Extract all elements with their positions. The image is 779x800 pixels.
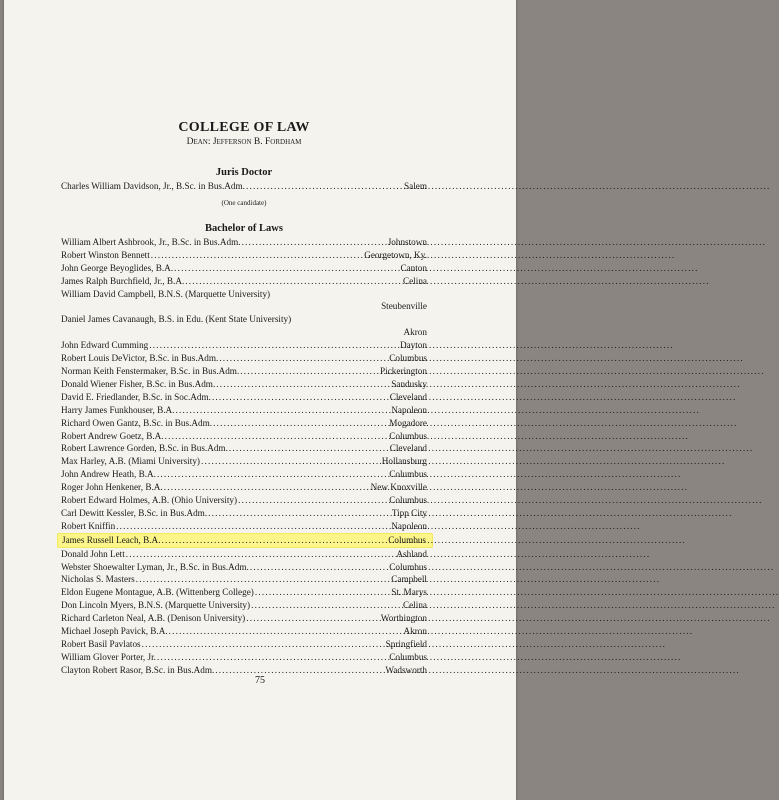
leader-dots <box>201 455 381 468</box>
leader-dots <box>250 561 388 574</box>
list-item <box>61 249 427 262</box>
graduate-name: Robert Basil Pavlatos <box>61 639 141 649</box>
graduate-name: Robert Lawrence Gorden, B.Sc. in Bus.Adm. <box>61 443 228 454</box>
college-title: COLLEGE OF LAW <box>178 120 310 135</box>
graduate-name: Robert Louis DeVictor, B.Sc. in Bus.Adm. <box>61 353 219 364</box>
hometown: Columbus <box>389 353 427 364</box>
graduate-name: Robert Kniffin <box>61 520 116 531</box>
graduate-name: Harry James Funkhouser, B.A. <box>61 404 175 415</box>
graduate-name: Donald John Lett <box>61 548 125 559</box>
page-number: 75 <box>255 675 265 686</box>
graduate-name: David E. Friedlander, B.Sc. in Soc.Adm. <box>61 391 211 402</box>
hometown: Wadsworth <box>385 664 427 675</box>
hometown: Steubenville <box>381 301 427 312</box>
list-item <box>61 638 427 651</box>
bachelor-of-laws-heading: Bachelor of Laws <box>205 222 283 234</box>
graduate-name: Robert Edward Holmes, A.B. (Ohio University) <box>61 495 238 506</box>
leader-dots <box>151 249 363 262</box>
list-item <box>61 430 427 443</box>
leader-dots <box>126 548 396 561</box>
leader-dots <box>216 378 390 391</box>
graduate-name: James Ralph Burchfield, Jr., B.A. <box>61 275 185 286</box>
leader-dots <box>165 430 389 443</box>
hometown: Worthington <box>380 613 427 624</box>
list-item <box>61 625 427 638</box>
list-item <box>61 180 427 193</box>
leader-dots <box>116 520 390 533</box>
hometown: Columbus <box>389 430 427 441</box>
leader-dots <box>219 352 388 365</box>
hometown: Napoleon <box>391 404 427 415</box>
list-item <box>61 612 427 625</box>
hometown: Columbus <box>389 495 427 506</box>
hometown: Canton <box>400 262 427 273</box>
hometown: Hollansburg <box>381 456 427 467</box>
leader-dots <box>149 339 399 352</box>
hometown: Celina <box>403 600 427 611</box>
leader-dots <box>185 275 402 288</box>
list-item <box>61 339 427 352</box>
graduate-name: Richard Carleton Neal, A.B. (Denison University) <box>61 613 246 624</box>
leader-dots <box>246 180 403 193</box>
list-item <box>61 494 427 507</box>
bachelor-of-laws-list <box>61 236 427 677</box>
graduate-name: Donald Wiener Fisher, B.Sc. in Bus.Adm. <box>61 378 216 389</box>
list-item <box>61 561 427 574</box>
hometown: Dayton <box>399 340 427 351</box>
list-item <box>61 262 427 275</box>
hometown: Napoleon <box>391 520 427 531</box>
leader-dots <box>136 573 391 586</box>
leader-dots <box>164 481 370 494</box>
graduate-name: John Edward Cumming <box>61 340 149 351</box>
highlighted-list-item <box>57 533 433 548</box>
leader-dots <box>142 638 385 651</box>
leader-dots <box>255 586 390 599</box>
list-item <box>61 236 427 249</box>
list-item <box>61 507 427 520</box>
graduate-name: Robert Winston Bennett <box>61 249 150 260</box>
hometown: Cleveland <box>389 443 427 454</box>
leader-dots <box>157 468 388 481</box>
hometown: Columbus <box>389 651 427 662</box>
hometown: Akron <box>403 626 427 637</box>
leader-dots <box>246 612 380 625</box>
hometown: Columbus <box>388 534 426 545</box>
list-item <box>61 313 427 339</box>
graduate-name: William Albert Ashbrook, Jr., B.Sc. in Bus.Adm. <box>61 236 241 247</box>
hometown: Ashland <box>396 548 427 559</box>
leader-dots <box>251 599 402 612</box>
leader-dots <box>242 236 387 249</box>
graduate-name: Nicholas S. Masters <box>61 574 135 585</box>
candidate-note: (One candidate) <box>221 198 267 207</box>
list-item <box>61 455 427 468</box>
hometown: Sandusky <box>391 378 427 389</box>
list-item <box>61 365 427 378</box>
leader-dots <box>212 391 389 404</box>
juris-doctor-list <box>61 180 427 193</box>
hometown: Cleveland <box>389 391 427 402</box>
hometown: Mogadore <box>389 417 427 428</box>
hometown: Pickerington <box>380 365 427 376</box>
hometown: Columbus <box>389 561 427 572</box>
list-item <box>61 352 427 365</box>
leader-dots <box>229 442 389 455</box>
hometown: Akron <box>403 327 427 338</box>
graduate-name: Roger John Henkener, B.A. <box>61 482 163 493</box>
list-item <box>61 275 427 288</box>
leader-dots <box>162 534 388 547</box>
graduate-name: Max Harley, A.B. (Miami University) <box>61 456 200 467</box>
list-item <box>61 391 427 404</box>
leader-dots <box>238 494 388 507</box>
list-item <box>61 586 427 599</box>
graduate-name: James Russell Leach, B.A. <box>62 534 161 545</box>
graduate-name: Eldon Eugene Montague, A.B. (Wittenberg College) <box>61 587 254 598</box>
graduate-name: John Andrew Heath, B.A. <box>61 469 156 480</box>
graduate-name: Michael Joseph Pavick, B.A. <box>61 626 168 637</box>
leader-dots <box>213 417 388 430</box>
graduate-name: Carl Dewitt Kessler, B.Sc. in Bus.Adm. <box>61 507 208 518</box>
leader-dots <box>240 365 379 378</box>
juris-doctor-heading: Juris Doctor <box>215 167 273 178</box>
page-content <box>61 120 427 677</box>
graduate-name: William David Campbell, B.N.S. (Marquette University) <box>61 288 271 299</box>
graduate-name: Richard Owen Gantz, B.Sc. in Bus.Adm. <box>61 417 213 428</box>
leader-dots <box>174 262 399 275</box>
graduate-name: Daniel James Cavanaugh, B.S. in Edu. (Kent State University) <box>61 314 292 325</box>
graduate-name: Don Lincoln Myers, B.N.S. (Marquette University) <box>61 600 251 611</box>
document-page <box>4 0 516 800</box>
hometown: New Knoxville <box>370 482 427 493</box>
list-item <box>61 651 427 664</box>
graduate-name: Norman Keith Fenstermaker, B.Sc. in Bus.Adm. <box>61 365 240 376</box>
list-item <box>61 417 427 430</box>
dean-line: Dean: Jefferson B. Fordham <box>186 137 302 147</box>
hometown: Springfield <box>385 639 427 649</box>
hometown: Salem <box>404 181 427 191</box>
graduate-name: John George Beyoglides, B.A. <box>61 262 174 273</box>
hometown: St. Marys <box>391 587 427 598</box>
graduate-name: Charles William Davidson, Jr., B.Sc. in Bus.Adm. <box>61 181 245 191</box>
leader-dots <box>175 404 390 417</box>
list-item <box>61 442 427 455</box>
graduate-name: William Glover Porter, Jr. <box>61 651 156 662</box>
hometown: Johnstown <box>387 236 427 247</box>
list-item <box>61 288 427 314</box>
hometown: Tipp City <box>391 507 427 518</box>
list-item <box>61 599 427 612</box>
list-item <box>61 520 427 533</box>
list-item <box>61 548 427 561</box>
list-item <box>61 378 427 391</box>
list-item <box>61 573 427 586</box>
graduate-name: Clayton Robert Rasor, B.Sc. in Bus.Adm. <box>61 664 215 675</box>
hometown: Columbus <box>389 469 427 480</box>
hometown: Celina <box>403 275 427 286</box>
leader-dots <box>169 625 403 638</box>
hometown: Campbell <box>391 574 427 585</box>
list-item <box>61 404 427 417</box>
hometown: Georgetown, Ky. <box>364 249 427 260</box>
leader-dots <box>157 651 388 664</box>
graduate-name: Webster Shoewalter Lyman, Jr., B.Sc. in Bus.Adm. <box>61 561 249 572</box>
graduate-name: Robert Andrew Goetz, B.A. <box>61 430 164 441</box>
leader-dots <box>208 507 391 520</box>
list-item <box>61 468 427 481</box>
list-item <box>61 481 427 494</box>
